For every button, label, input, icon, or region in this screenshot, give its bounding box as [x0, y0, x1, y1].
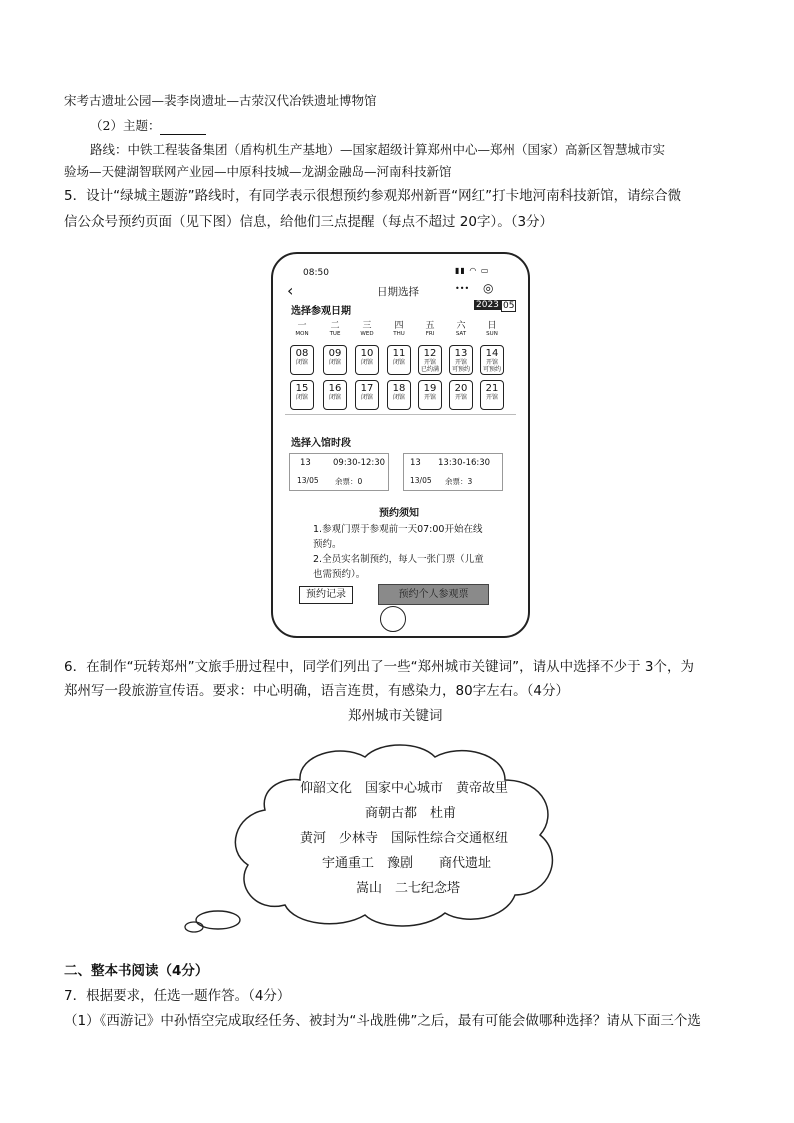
weekday-en: TUE — [329, 331, 341, 337]
day-availability: 已约满 — [420, 366, 439, 373]
status-time: 08:50 — [303, 268, 329, 278]
calendar-day[interactable] — [480, 345, 504, 375]
keyword-title: 郑州城市关键词 — [348, 708, 443, 724]
slot1-time: 09:30-12:30 — [333, 458, 386, 468]
q5-line-1: 5．设计“绿城主题游”路线时，有同学表示很想预约参观郑州新晋“网红”打卡地河南科技新馆，请综合微 — [64, 188, 682, 204]
q5-line-2: 信公众号预约页面（见下图）信息，给他们三点提醒（每点不超过 20字）。（3分） — [64, 214, 554, 230]
weekday-label — [480, 321, 504, 338]
notice-1b: 预约。 — [313, 539, 342, 550]
page-title: 日期选择 — [377, 286, 419, 298]
day-status: 开馆 — [485, 394, 498, 401]
day-number: 14 — [485, 348, 499, 359]
weekday-en: SAT — [455, 331, 467, 337]
calendar-day[interactable] — [323, 380, 347, 410]
day-number: 21 — [485, 383, 499, 394]
day-number: 09 — [328, 348, 342, 359]
day-number: 12 — [423, 348, 437, 359]
weekday-label — [449, 321, 473, 338]
slot2-date: 13/05 — [410, 476, 432, 485]
calendar-day[interactable] — [418, 345, 442, 375]
notice-1a: 1.参观门票于参观前一天07:00开始在线 — [313, 524, 483, 535]
day-number: 16 — [328, 383, 342, 394]
slot2-time: 13:30-16:30 — [438, 458, 491, 468]
day-status: 开馆 — [423, 394, 436, 401]
weekday-label — [290, 321, 314, 338]
day-number: 20 — [454, 383, 468, 394]
day-status: 闭馆 — [295, 394, 308, 401]
back-icon[interactable]: ‹ — [287, 281, 294, 300]
book-ticket-button[interactable]: 预约个人参观票 — [378, 584, 489, 605]
weekday-label — [387, 321, 411, 338]
route-line-2: 验场—天健湖智联网产业园—中原科技城—龙湖金融岛—河南科技新馆 — [64, 164, 452, 179]
weekday-en: WED — [360, 331, 374, 337]
topic-label — [90, 117, 206, 135]
section-time-title: 选择入馆时段 — [291, 438, 351, 449]
day-number: 15 — [295, 383, 309, 394]
day-number: 11 — [392, 348, 406, 359]
more-icon[interactable]: ••• — [455, 284, 470, 293]
weekday-en: FRI — [425, 331, 435, 337]
weekday-en: MON — [295, 331, 309, 337]
keyword-row-1: 仰韶文化 国家中心城市 黄帝故里 — [300, 781, 509, 796]
day-number: 10 — [360, 348, 374, 359]
status-icons: ▮▮ ◠ ▭ — [455, 266, 490, 275]
topic-label-text: （2）主题： — [90, 118, 161, 133]
divider — [285, 414, 516, 415]
weekday-cn: 六 — [456, 321, 466, 331]
calendar-day[interactable] — [418, 380, 442, 410]
slot1-remain: 余票：0 — [335, 477, 363, 486]
day-status: 开馆 — [423, 359, 436, 366]
notice-2a: 2.全员实名制预约，每人一张门票（儿童 — [313, 554, 484, 565]
section-date-title: 选择参观日期 — [291, 306, 351, 317]
route-line-1: 路线：中铁工程装备集团（盾构机生产基地）—国家超级计算郑州中心—郑州（国家）高新区智慧城市实 — [90, 142, 666, 157]
day-status: 开馆 — [454, 394, 467, 401]
weekday-cn: 一 — [297, 321, 307, 331]
keyword-row-3: 黄河 少林寺 国际性综合交通枢纽 — [300, 831, 509, 846]
weekday-label — [355, 321, 379, 338]
calendar-day[interactable] — [387, 345, 411, 375]
day-status: 闭馆 — [328, 394, 341, 401]
slot2-remain: 余票：3 — [445, 477, 473, 486]
calendar-day[interactable] — [290, 345, 314, 375]
weekday-cn: 四 — [394, 321, 404, 331]
calendar-day[interactable] — [387, 380, 411, 410]
day-number: 18 — [392, 383, 406, 394]
weekday-cn: 二 — [330, 321, 340, 331]
day-number: 13 — [454, 348, 468, 359]
q7-line: 7．根据要求，任选一题作答。（4分） — [64, 988, 291, 1004]
weekday-cn: 五 — [425, 321, 435, 331]
day-status: 闭馆 — [392, 359, 405, 366]
weekday-cn: 日 — [487, 321, 497, 331]
year-badge[interactable]: 2023 — [476, 300, 499, 310]
booking-record-button[interactable]: 预约记录 — [299, 586, 353, 604]
slot2-day: 13 — [410, 458, 421, 468]
calendar-day[interactable] — [355, 345, 379, 375]
q6-line-1: 6．在制作“玩转郑州”文旅手册过程中，同学们列出了一些“郑州城市关键词”，请从中选择不少于 3个，为 — [64, 659, 694, 675]
weekday-en: SUN — [486, 331, 498, 337]
keyword-row-4: 宇通重工 豫剧 商代遗址 — [322, 856, 492, 871]
day-availability: 可预约 — [482, 366, 501, 373]
calendar-day[interactable] — [449, 345, 473, 375]
topic-blank[interactable] — [160, 120, 206, 135]
calendar-day[interactable] — [480, 380, 504, 410]
day-status: 闭馆 — [360, 359, 373, 366]
keyword-row-5: 嵩山 二七纪念塔 — [356, 881, 461, 896]
weekday-label — [418, 321, 442, 338]
target-icon[interactable]: ◎ — [483, 281, 494, 295]
calendar-day[interactable] — [355, 380, 379, 410]
day-availability: 可预约 — [451, 366, 470, 373]
day-status: 开馆 — [485, 359, 498, 366]
weekday-label — [323, 321, 347, 338]
keyword-row-2: 商朝古都 杜甫 — [365, 806, 457, 821]
text-line-sites: 宋考古遗址公园—裴李岗遗址—古荥汉代冶铁遗址博物馆 — [64, 93, 377, 108]
slot1-day: 13 — [300, 458, 311, 468]
day-status: 闭馆 — [360, 394, 373, 401]
day-status: 闭馆 — [295, 359, 308, 366]
day-status: 闭馆 — [328, 359, 341, 366]
q7-1-line: （1）《西游记》中孙悟空完成取经任务、被封为“斗战胜佛”之后，最有可能会做哪种选择？请从下面三个选 — [64, 1013, 701, 1029]
notice-title: 预约须知 — [379, 508, 419, 519]
section-heading: 二、整本书阅读（4分） — [64, 963, 209, 979]
day-status: 闭馆 — [392, 394, 405, 401]
day-number: 17 — [360, 383, 374, 394]
home-button[interactable] — [380, 606, 406, 632]
weekday-en: THU — [393, 331, 405, 337]
q6-line-2: 郑州写一段旅游宣传语。要求：中心明确，语言连贯，有感染力，80字左右。（4分） — [64, 683, 570, 699]
day-number: 19 — [423, 383, 437, 394]
calendar-day[interactable] — [449, 380, 473, 410]
day-status: 开馆 — [454, 359, 467, 366]
day-number: 08 — [295, 348, 309, 359]
calendar-day[interactable] — [323, 345, 347, 375]
notice-2b: 也需预约）。 — [313, 569, 366, 580]
calendar-day[interactable] — [290, 380, 314, 410]
weekday-cn: 三 — [362, 321, 372, 331]
month-badge[interactable]: 05 — [503, 301, 515, 311]
slot1-date: 13/05 — [297, 476, 319, 485]
